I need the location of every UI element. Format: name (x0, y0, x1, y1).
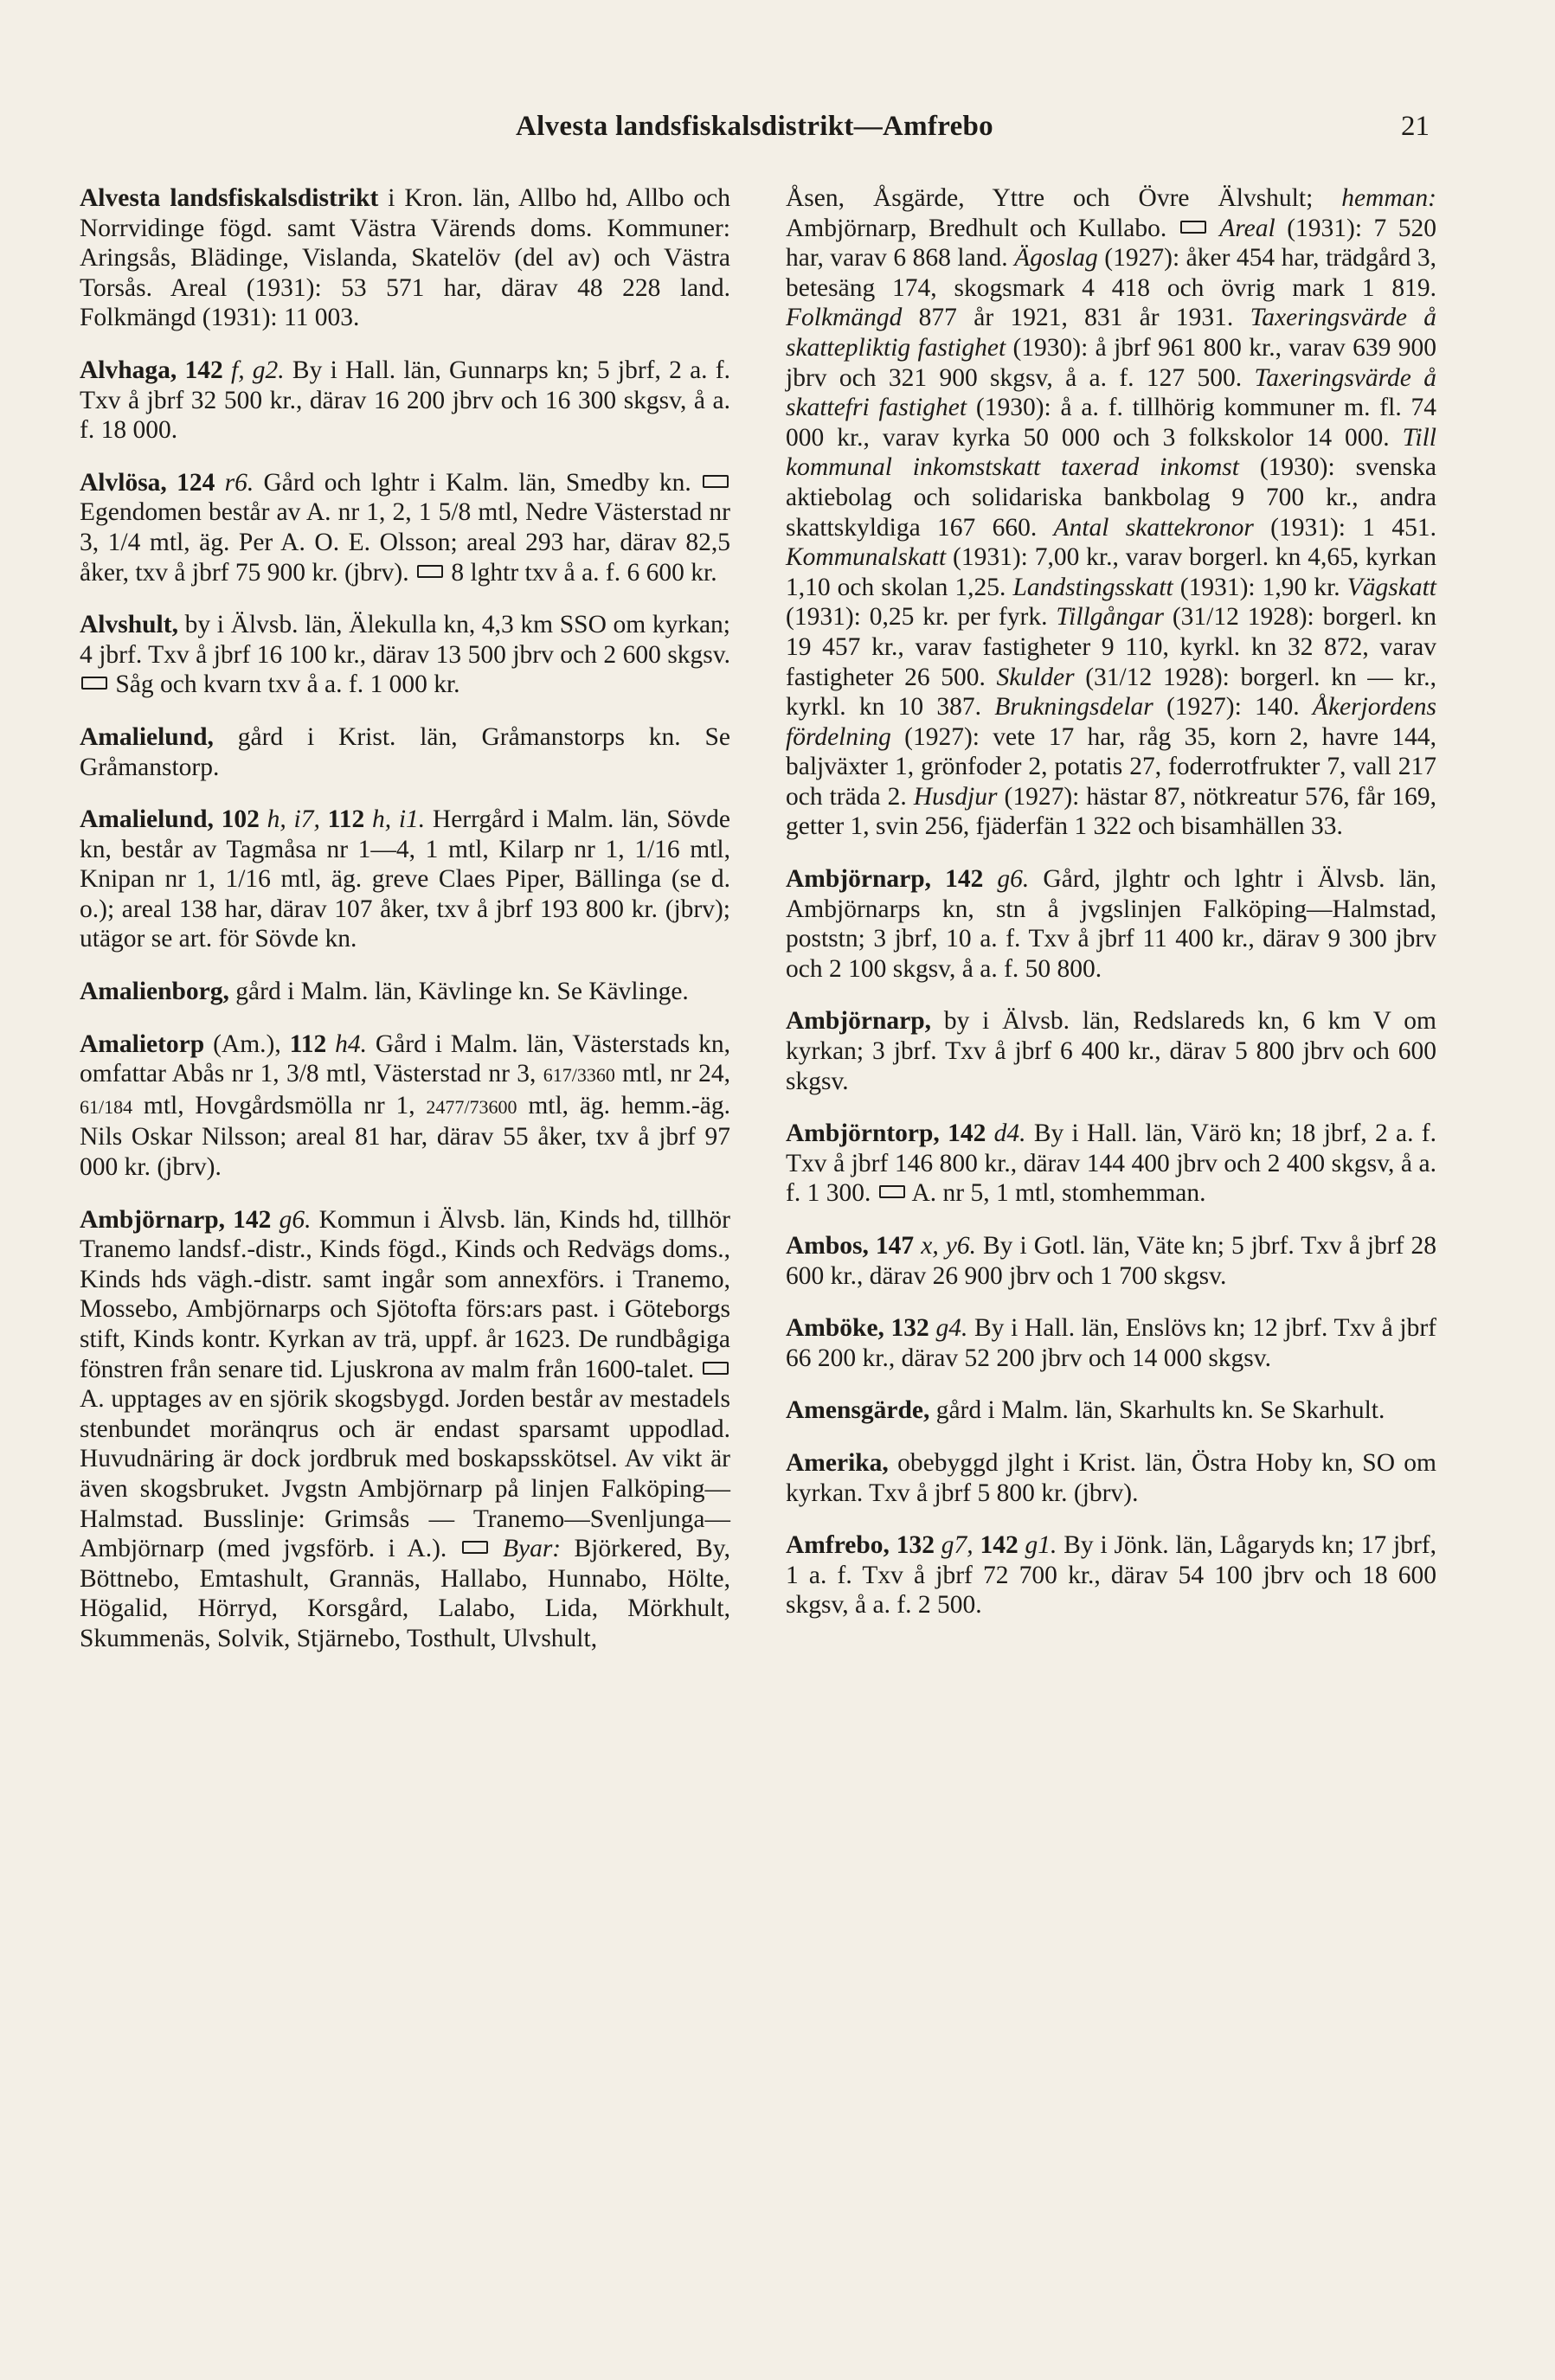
entry-text (935, 1531, 941, 1559)
map-reference: 142 (973, 1531, 1025, 1560)
entry-text: mtl, äg. hemm.-äg. Nils Oskar Nilsson; areal 81 har, därav 55 åker, txv å jbrf 97 000 kr. (jbrv). (80, 1091, 731, 1182)
entry-text: (1927): 140. (1153, 693, 1313, 722)
italic-term: h, i7, (267, 805, 320, 834)
entry-text: mtl, Hovgårdsmölla nr 1, (132, 1091, 427, 1119)
dictionary-entry (80, 1030, 730, 1183)
entry-text: Gård i Malm. län, Västerstads kn, omfattar Abås nr 1, 3/8 mtl, Västerstad nr 3, (80, 1030, 731, 1088)
italic-term: g7, (941, 1531, 973, 1560)
entry-text: Gård och lghtr i Kalm. län, Smedby kn. (254, 468, 701, 497)
entry-text: A. nr 5, 1 mtl, stomhemman. (906, 1179, 1206, 1208)
entry-headword: Alvshult, (80, 611, 178, 639)
entry-headword: Amfrebo, 132 (786, 1531, 935, 1560)
dictionary-entry (80, 977, 730, 1007)
italic-term: Brukningsdelar (994, 693, 1153, 722)
dictionary-entry (786, 183, 1436, 842)
entry-text: By i Hall. län, Värö kn; 18 jbrf, 2 a. f. Txv å jbrf 146 800 kr., därav 144 400 jbrv och 2 400 skgsv, å a. f. 1 300. (786, 1119, 1436, 1208)
entry-headword: Ambjörnarp, 142 (80, 1205, 272, 1234)
running-head: Alvesta landsfiskalsdistrikt—Amfrebo (516, 111, 993, 142)
entry-headword: Alvesta landsfiskalsdistrikt (80, 184, 379, 212)
entry-text: Gård, jlghtr och lghtr i Älvsb. län, Ambjörnarps kn, stn å jvgslinjen Falköping—Halmstad, poststn; 3 jbrf, 10 a. f. Txv å jbrf 11 400 kr., därav 9 300 jbrv och 2 100 skgsv, å a. f. 50 800. (786, 865, 1436, 983)
section-mark-icon (462, 1541, 488, 1554)
entry-text: (1931): 1 451. (1253, 513, 1437, 542)
italic-term: Antal skattekronor (1053, 513, 1254, 542)
entry-text: (1930): å a. f. tillhörig kommuner m. fl. 74 000 kr., varav kyrka 50 000 och 3 folkskolor 14 000. (786, 394, 1436, 452)
entry-text (271, 1206, 279, 1234)
dictionary-entry (786, 1006, 1436, 1096)
italic-term: Folkmängd (786, 304, 903, 332)
entry-text: By i Gotl. län, Väte kn; 5 jbrf. Txv å jbrf 28 600 kr., därav 26 900 jbrv och 1 700 skgsv. (786, 1232, 1437, 1290)
entry-headword: Ambjörnarp, (786, 1007, 931, 1036)
entry-text (215, 469, 224, 497)
entry-text: Såg och kvarn txv å a. f. 1 000 kr. (109, 670, 460, 699)
italic-term: hemman: (1341, 184, 1436, 212)
italic-term: Husdjur (913, 782, 998, 811)
section-mark-icon (703, 1362, 729, 1375)
italic-term: Vägskatt (1346, 573, 1436, 601)
entry-text: i Kron. län, Allbo hd, Allbo och Norrvidinge fögd. samt Västra Värends doms. Kommuner: Aringsås, Blädinge, Vislanda, Skatelöv (del av) och Västra Torsås. Areal (1931): 53 571 har, därav 48 228 land. Folkmängd (1931): 11 003. (80, 184, 730, 332)
entry-text: (1931): 7,00 kr., varav borgerl. kn 4,65, kyrkan 1,10 och skolan 1,25. (786, 543, 1436, 601)
entry-text: By i Hall. län, Gunnarps kn; 5 jbrf, 2 a. f. Txv å jbrf 32 500 kr., därav 16 200 jbrv och 16 300 skgsv, å a. f. 18 000. (80, 356, 730, 445)
entry-text: gård i Malm. län, Kävlinge kn. Se Kävlinge. (228, 978, 689, 1006)
entry-headword: Amerika, (786, 1448, 889, 1477)
entry-text: Ambjörnarp, Bredhult och Kullabo. (786, 214, 1179, 242)
entry-text: (1927): vete 17 har, råg 35, korn 2, havre 144, baljväxter 1, grönfoder 2, potatis 27, foderrotfrukter 7, vall 217 och träda 2. (786, 722, 1436, 811)
dictionary-entry (80, 1205, 730, 1654)
page-header (80, 111, 1430, 163)
italic-term: Taxeringsvärde å skattefri fastighet (786, 363, 1436, 422)
entry-text: by i Älvsb. län, Redslareds kn, 6 km V om kyrkan; 3 jbrf. Txv å jbrf 6 400 kr., därav 5 800 jbrv och 600 skgsv. (786, 1007, 1436, 1095)
dictionary-entry (786, 1313, 1436, 1373)
dictionary-entry (80, 805, 730, 954)
italic-term: Landstingsskatt (1012, 573, 1173, 601)
map-reference: 112 (319, 805, 372, 834)
entry-text: A. upptages av en sjörik skogsbygd. Jorden består av mestadels stenbundet moränqrus och är endast sparsamt uppodlad. Huvudnäring är dock jordbruk med boskapsskötsel. Av vikt är även skogsbruket. Jvgstn Ambjörnarp på linjen Falköping—Halmstad. Busslinje: Grimsås — Tranemo—Svenljunga—Ambjörnarp (med jvgsförb. i A.). (80, 1385, 730, 1563)
entry-headword: Amensgärde, (786, 1396, 930, 1425)
dictionary-entry (80, 183, 730, 333)
entry-text: gård i Malm. län, Skarhults kn. Se Skarhult. (929, 1396, 1385, 1425)
fraction-small: 617/3360 (543, 1064, 615, 1087)
entry-text: (1930): å jbrf 961 800 kr., varav 639 900 jbrv och 321 900 skgsv, å a. f. 127 500. (786, 333, 1436, 392)
entry-text (326, 1030, 335, 1058)
fraction-small: 61/184 (80, 1095, 133, 1118)
italic-term: g1. (1025, 1531, 1057, 1560)
dictionary-entry (80, 722, 730, 782)
section-mark-icon (703, 475, 729, 488)
section-mark-icon (879, 1185, 905, 1198)
section-mark-icon (417, 565, 443, 578)
entry-text: 877 år 1921, 831 år 1931. (902, 304, 1250, 332)
entry-text: By i Hall. län, Enslövs kn; 12 jbrf. Txv å jbrf 66 200 kr., därav 52 200 jbrv och 14 000 skgsv. (786, 1314, 1436, 1372)
page-number: 21 (1401, 111, 1430, 142)
entry-text: gård i Krist. län, Gråmanstorps kn. Se Gråmanstorp. (80, 722, 730, 781)
italic-term: Kommunalskatt (786, 543, 947, 572)
italic-term: f, g2. (231, 356, 285, 384)
italic-term: g6. (279, 1205, 312, 1234)
italic-term: Tillgångar (1056, 603, 1164, 632)
entry-text: (1931): 0,25 kr. per fyrk. (786, 603, 1057, 632)
italic-term: Areal (1219, 214, 1275, 242)
entry-headword: Amalielund, (80, 722, 214, 751)
entry-text: Åsen, Åsgärde, Yttre och Övre Älvshult; (786, 184, 1342, 212)
italic-term: Åkerjordens fördelning (786, 693, 1437, 751)
italic-term: x, y6. (921, 1232, 976, 1260)
italic-term: Ägoslag (1014, 244, 1098, 273)
entry-text (1208, 215, 1220, 242)
italic-term: g4. (935, 1314, 968, 1343)
dictionary-entry (786, 1395, 1436, 1426)
entry-headword: Ambos, 147 (786, 1232, 915, 1260)
entry-text (260, 805, 267, 833)
dictionary-entry (786, 1448, 1436, 1508)
left-column (80, 183, 730, 1677)
entry-headword: Alvhaga, 142 (80, 356, 223, 384)
entry-headword: Ambjörntorp, 142 (786, 1119, 986, 1148)
entry-headword: Amböke, 132 (786, 1314, 929, 1343)
dictionary-entry (80, 610, 730, 700)
dictionary-entry (786, 864, 1436, 984)
entry-text: (1927): hästar 87, nötkreatur 576, får 169, getter 1, svin 256, fjäderfän 1 322 och bisamhällen 33. (786, 782, 1436, 841)
entry-headword: Alvlösa, 124 (80, 468, 215, 497)
entry-text: (31/12 1928): borgerl. kn — kr., kyrkl. kn 10 387. (786, 663, 1436, 722)
entry-text: (Am.), (204, 1030, 290, 1058)
entry-text: (31/12 1928): borgerl. kn 19 457 kr., varav fastigheter 9 110, kyrkl. kn 32 872, varav fastigheter 26 500. (786, 603, 1437, 691)
fraction-small: 2477/73600 (426, 1095, 517, 1118)
entry-headword: Ambjörnarp, 142 (786, 865, 984, 894)
entry-text: (1930): svenska aktiebolag och solidariska bankbolag 9 700 kr., andra skattskyldiga 167 660. (786, 453, 1436, 542)
entry-text: by i Älvsb. län, Älekulla kn, 4,3 km SSO om kyrkan; 4 jbrf. Txv å jbrf 16 100 kr., därav 13 500 jbrv och 2 600 skgsv. (80, 611, 730, 669)
map-reference: 112 (289, 1030, 327, 1058)
entry-text: (1927): åker 454 har, trädgård 3, betesäng 174, skogsmark 4 418 och övrig mark 1 819. (786, 244, 1436, 302)
entry-headword: Amalienborg, (80, 978, 229, 1006)
entry-text: Herrgård i Malm. län, Sövde kn, består av Tagmåsa nr 1—4, 1 mtl, Kilarp nr 1, 1/16 mtl, Knipan nr 1, 1/16 mtl, äg. greve Claes Piper, Bällinga (se d. o.); areal 138 har, därav 107 åker, txv å jbrf 193 800 kr. (jbrv); utägor se art. för Sövde kn. (80, 805, 731, 953)
dictionary-entry (786, 1530, 1436, 1620)
entry-text (986, 1119, 993, 1147)
entry-text: By i Jönk. län, Lågaryds kn; 17 jbrf, 1 a. f. Txv å jbrf 72 700 kr., därav 54 100 jbrv och 18 600 skgsv, å a. f. 2 500. (786, 1531, 1437, 1620)
italic-term: Taxeringsvärde å skattepliktig fastighet (786, 304, 1436, 362)
entry-text: Egendomen består av A. nr 1, 2, 1 5/8 mtl, Nedre Västerstad nr 3, 1/4 mtl, äg. Per A. O. E. Olsson; areal 293 har, därav 82,5 åker, txv å jbrf 75 900 kr. (jbrv). (80, 498, 730, 587)
italic-term: Till kommunal inkomstskatt taxerad inkomst (786, 423, 1436, 482)
entry-headword: Amalielund, 102 (80, 805, 260, 834)
dictionary-entry (80, 468, 730, 587)
entry-text: (1931): 1,90 kr. (1173, 573, 1347, 601)
entry-headword: Amalietorp (80, 1030, 205, 1058)
italic-term: h4. (335, 1030, 367, 1058)
italic-term: Byar: (502, 1535, 562, 1563)
italic-term: h, i1. (371, 805, 426, 834)
dictionary-entry (786, 1231, 1436, 1291)
italic-term: d4. (993, 1119, 1026, 1148)
italic-term: Skulder (996, 663, 1075, 691)
entry-text: obebyggd jlght i Krist. län, Östra Hoby kn, SO om kyrkan. Txv å jbrf 5 800 kr. (jbrv). (786, 1448, 1436, 1507)
entry-text: (1931): 7 520 har, varav 6 868 land. (786, 214, 1437, 273)
section-mark-icon (1180, 221, 1206, 234)
entry-text (983, 865, 997, 893)
entry-text: Kommun i Älvsb. län, Kinds hd, tillhör Tranemo landsf.-distr., Kinds fögd., Kinds och Redvägs doms., Kinds hds vägh.-distr. samt ingår som annexförs. i Tranemo, Mossebo, Ambjörnarps och Sjötofta förs:ars past. i Göteborgs stift, Kinds kontr. Kyrkan av trä, uppf. år 1623. De rundbågiga fönstren från senare tid. Ljuskrona av malm från 1600-talet. (80, 1205, 731, 1383)
dictionary-entry (80, 356, 730, 446)
dictionary-entry (786, 1119, 1436, 1209)
entry-text (490, 1535, 503, 1562)
entry-text: 8 lghtr txv å a. f. 6 600 kr. (444, 558, 717, 587)
entry-text: mtl, nr 24, (614, 1060, 730, 1088)
section-mark-icon (81, 677, 107, 690)
italic-term: g6. (997, 865, 1030, 894)
entry-text: Björkered, By, Böttnebo, Emtashult, Grannäs, Hallabo, Hunnabo, Hölte, Högalid, Hörryd, Korsgård, Lalabo, Lida, Mörkhult, Skummenäs, Solvik, Stjärnebo, Tosthult, Ulvshult, (80, 1535, 731, 1652)
italic-term: r6. (224, 468, 254, 497)
entry-text (223, 356, 231, 384)
right-column (786, 183, 1436, 1643)
